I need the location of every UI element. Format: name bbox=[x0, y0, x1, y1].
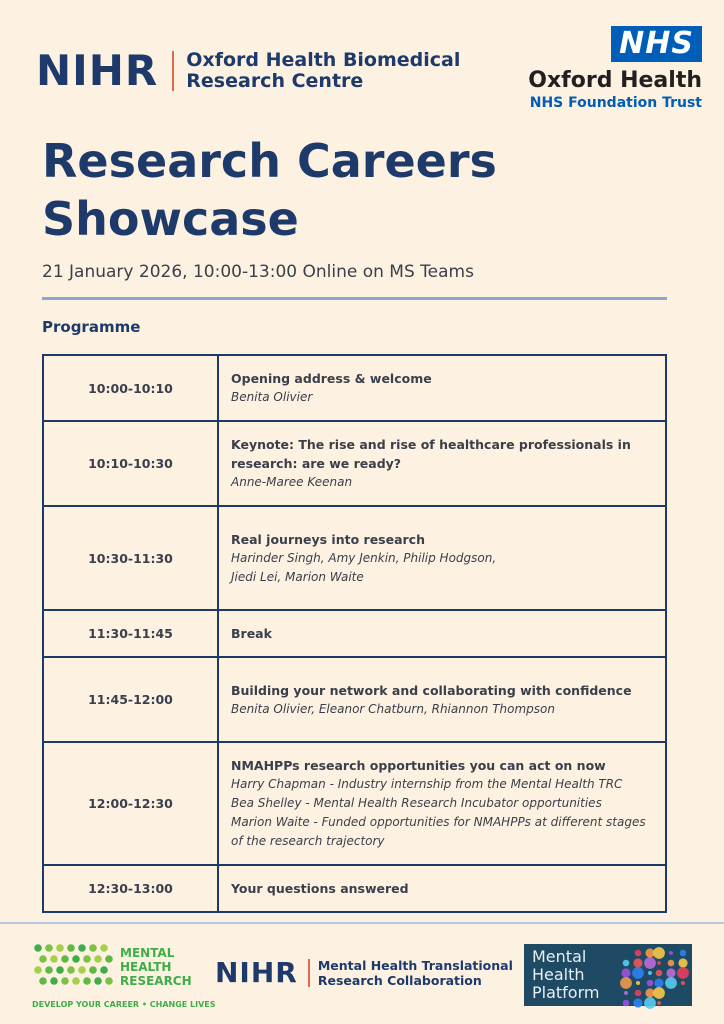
mhp-line3: Platform bbox=[532, 983, 600, 1002]
session-title: Keynote: The rise and rise of healthcare professionals in research: are we ready? bbox=[231, 437, 631, 471]
session-speakers: Benita Olivier bbox=[231, 390, 313, 404]
event-details: 21 January 2026, 10:00-13:00 Online on MS Teams bbox=[42, 262, 474, 282]
mhr-dot bbox=[94, 955, 102, 963]
session-details bbox=[218, 865, 666, 912]
nhs-logo bbox=[528, 26, 702, 112]
mhr-dot bbox=[105, 977, 113, 985]
mhp-line1: Mental bbox=[532, 947, 587, 966]
mental-health-platform-logo bbox=[524, 944, 692, 1006]
session-title: Real journeys into research bbox=[231, 531, 425, 547]
footer-logos bbox=[0, 936, 724, 1016]
logo-divider bbox=[172, 51, 174, 91]
nihr-unit-line1: Oxford Health Biomedical bbox=[186, 49, 461, 71]
mhp-dot bbox=[656, 970, 663, 977]
trc-line2: Research Collaboration bbox=[317, 973, 482, 988]
mhr-dot bbox=[67, 944, 75, 952]
programme-row bbox=[43, 657, 666, 742]
mhp-dot bbox=[657, 961, 661, 965]
session-title: Your questions answered bbox=[231, 881, 409, 896]
mhr-dot bbox=[83, 977, 91, 985]
footer-divider bbox=[0, 922, 724, 924]
mhp-dot bbox=[669, 951, 673, 955]
session-speakers: Marion Waite - Funded opportunities for NMAHPPs at different stages of the research trajectory bbox=[231, 815, 646, 848]
mhp-dot bbox=[635, 990, 642, 997]
mhr-dot bbox=[100, 944, 108, 952]
mhr-dot bbox=[78, 966, 86, 974]
mhr-dot bbox=[61, 977, 69, 985]
mhp-dot bbox=[648, 971, 652, 975]
session-speakers: Jiedi Lei, Marion Waite bbox=[231, 569, 364, 584]
mhr-dot bbox=[72, 977, 80, 985]
mhr-dot bbox=[89, 944, 97, 952]
mhp-dot bbox=[657, 1001, 661, 1005]
session-time: 12:30-13:00 bbox=[43, 865, 218, 912]
trc-name bbox=[318, 958, 513, 988]
mhr-dot bbox=[39, 955, 47, 963]
mhr-dot bbox=[67, 966, 75, 974]
programme-row bbox=[43, 742, 666, 865]
nhs-lozenge: NHS bbox=[611, 26, 702, 62]
mhr-dot bbox=[50, 955, 58, 963]
mhr-dot bbox=[56, 966, 64, 974]
head-dots-icon bbox=[618, 946, 690, 1012]
nihr-logo-mark: NIHR bbox=[215, 956, 298, 989]
mhp-dot bbox=[633, 998, 642, 1007]
mhr-dot bbox=[100, 966, 108, 974]
mhr-dot bbox=[105, 955, 113, 963]
mhp-dot bbox=[623, 960, 630, 967]
session-time: 10:00-10:10 bbox=[43, 355, 218, 421]
mhp-line2: Health bbox=[532, 965, 585, 984]
nhs-org-name: Oxford Health bbox=[528, 68, 702, 93]
mhp-dot bbox=[644, 957, 656, 969]
mhr-dot bbox=[56, 944, 64, 952]
nihr-trc-logo bbox=[215, 958, 513, 988]
mhp-dot bbox=[653, 987, 665, 999]
mhp-dot bbox=[644, 997, 656, 1009]
session-speakers: Harry Chapman - Industry internship from the Mental Health TRC bbox=[231, 777, 623, 791]
nhs-trust-name: NHS Foundation Trust bbox=[529, 95, 702, 111]
programme-row bbox=[43, 355, 666, 421]
mhp-dot bbox=[666, 968, 675, 977]
mhp-dot bbox=[647, 980, 654, 987]
session-time: 10:10-10:30 bbox=[43, 421, 218, 506]
mhp-dot bbox=[680, 950, 687, 957]
session-details bbox=[218, 355, 666, 421]
mhp-dot bbox=[665, 977, 677, 989]
session-time: 11:45-12:00 bbox=[43, 657, 218, 742]
mhp-dot bbox=[653, 947, 665, 959]
session-speakers: Benita Olivier, Eleanor Chatburn, Rhiannon Thompson bbox=[231, 701, 555, 716]
mhp-dot bbox=[681, 981, 685, 985]
mhp-dot bbox=[621, 968, 630, 977]
mhp-dot bbox=[624, 991, 628, 995]
mhp-wordmark bbox=[532, 948, 599, 1002]
mhr-dot bbox=[34, 966, 42, 974]
title-line1: Research Careers bbox=[42, 134, 497, 188]
mhp-dot bbox=[677, 967, 689, 979]
session-time: 10:30-11:30 bbox=[43, 506, 218, 610]
mhr-dot bbox=[89, 966, 97, 974]
mhp-dot bbox=[678, 958, 687, 967]
session-speakers: Harinder Singh, Amy Jenkin, Philip Hodgson, bbox=[231, 550, 497, 565]
mhp-dot bbox=[632, 967, 644, 979]
mhr-dot bbox=[50, 977, 58, 985]
mhr-dot bbox=[72, 955, 80, 963]
session-title: Opening address & welcome bbox=[231, 371, 432, 386]
mhp-dot bbox=[636, 981, 640, 985]
mhr-dot bbox=[45, 966, 53, 974]
mhp-dot bbox=[623, 1000, 630, 1007]
mhr-dot bbox=[61, 955, 69, 963]
mhr-dot bbox=[78, 944, 86, 952]
mhr-line2: HEALTH bbox=[120, 960, 172, 974]
mhr-dot bbox=[45, 944, 53, 952]
page-title bbox=[42, 132, 562, 248]
mhp-dot bbox=[668, 960, 675, 967]
programme-table bbox=[42, 354, 667, 913]
mhr-line3: RESEARCH bbox=[120, 974, 192, 988]
session-title: Building your network and collaborating with confidence bbox=[231, 682, 632, 698]
mhp-dot bbox=[635, 950, 642, 957]
mhp-dot bbox=[654, 978, 663, 987]
programme-row bbox=[43, 506, 666, 610]
mhr-wordmark bbox=[120, 946, 192, 988]
session-speakers: Bea Shelley - Mental Health Research Incubator opportunities bbox=[231, 796, 602, 810]
nihr-unit-line2: Research Centre bbox=[186, 70, 364, 92]
nihr-unit-name bbox=[186, 50, 460, 92]
mhr-dot bbox=[83, 955, 91, 963]
divider bbox=[42, 297, 667, 300]
session-details bbox=[218, 421, 666, 506]
programme-body bbox=[43, 355, 666, 912]
session-speakers: Anne-Maree Keenan bbox=[231, 475, 353, 489]
mhr-dot bbox=[34, 944, 42, 952]
mhr-line1: MENTAL bbox=[120, 946, 175, 960]
mhr-tagline: DEVELOP YOUR CAREER • CHANGE LIVES bbox=[32, 1000, 216, 1009]
session-details bbox=[218, 657, 666, 742]
session-details bbox=[218, 506, 666, 610]
session-title: Break bbox=[231, 626, 272, 641]
nihr-bc-logo bbox=[36, 46, 461, 95]
title-line2: Showcase bbox=[42, 192, 299, 246]
session-time: 12:00-12:30 bbox=[43, 742, 218, 865]
mhr-dot bbox=[94, 977, 102, 985]
logo-divider bbox=[308, 959, 310, 987]
session-details bbox=[218, 742, 666, 865]
session-title: NMAHPPs research opportunities you can act on now bbox=[231, 758, 606, 773]
programme-row bbox=[43, 865, 666, 912]
programme-row bbox=[43, 421, 666, 506]
trc-line1: Mental Health Translational bbox=[317, 958, 513, 973]
programme-row bbox=[43, 610, 666, 657]
programme-heading: Programme bbox=[42, 318, 141, 336]
mhp-dot bbox=[633, 958, 642, 967]
session-time: 11:30-11:45 bbox=[43, 610, 218, 657]
mhp-dot bbox=[620, 977, 632, 989]
session-details bbox=[218, 610, 666, 657]
nihr-logo-mark: NIHR bbox=[36, 46, 159, 95]
mhr-dots-icon bbox=[32, 942, 118, 992]
mhr-dot bbox=[39, 977, 47, 985]
